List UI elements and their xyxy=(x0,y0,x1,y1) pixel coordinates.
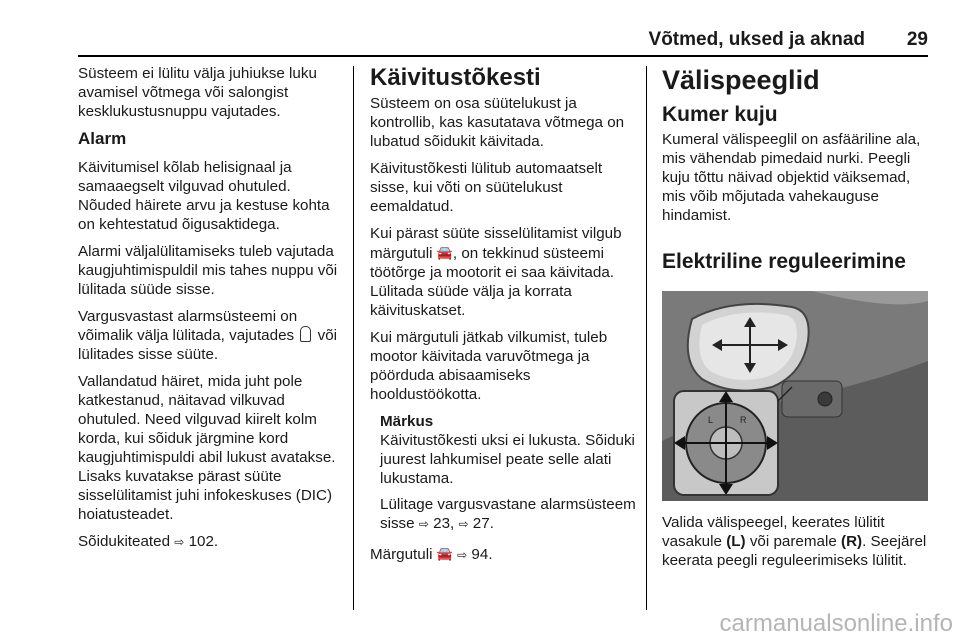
alarm-paragraph-2: Alarmi väljalülitamiseks tuleb vajutada kaugjuhtimispuldil mis tahes nuppu või lülitada süüde sisse. xyxy=(78,243,338,298)
reference-arrow-icon: ⇨ xyxy=(458,517,469,531)
page-link-102[interactable]: 102. xyxy=(188,533,219,550)
note-box xyxy=(380,412,636,534)
knob-label-right: R xyxy=(740,415,747,425)
electric-adjustment-paragraph: Valida välispeegel, keerates lülitit vasakule (L) või paremale (R). Seejärel keerata peegli reguleerimiseks lülitit. xyxy=(662,514,927,569)
cross-reference: Sõidukiteated ⇨ 102. xyxy=(78,533,219,550)
alarm-heading: Alarm xyxy=(78,129,127,148)
convex-shape-heading: Kumer kuju xyxy=(662,103,778,126)
reference-arrow-icon: ⇨ xyxy=(174,535,185,549)
immobiliser-paragraph-4: Kui märgutuli jätkab vilkumist, tuleb mootor käivitada varuvõtmega ja pöörduda abisaamiseks hooldustöökotta. xyxy=(370,329,608,403)
page-number: 29 xyxy=(906,29,928,50)
convex-shape-paragraph: Kumeral välispeeglil on asfääriline ala, mis vähendab pimedaid nurki. Peegli kuju tõttu näivad objektid väiksemad, mis võib mõjutada vahekauguse hindamist. xyxy=(662,131,921,224)
alarm-paragraph-1: Käivitumisel kõlab helisignaal ja samaaegselt vilguvad ohutuled. Nõuded häirete arvu ja kestuse kohta on kehtestatud õigusaktidega. xyxy=(78,159,330,233)
knob-label-left: L xyxy=(708,415,714,425)
electric-adjustment-heading: Elektriline reguleerimine xyxy=(662,250,906,273)
column-1 xyxy=(78,64,342,560)
page-link-27[interactable]: 27. xyxy=(472,515,494,532)
watermark: carmanualsonline.info xyxy=(719,610,953,637)
mirror-switch-illustration xyxy=(662,291,928,501)
intro-paragraph: Süsteem ei lülitu välja juhiukse luku avamisel võtmega või salongist kesklukustusnuppu vajutades. xyxy=(78,65,317,120)
column-3 xyxy=(662,64,928,578)
immobiliser-heading: Käivitustõkesti xyxy=(370,64,541,91)
key-fob-lock-icon xyxy=(300,326,311,342)
note-title: Märkus xyxy=(380,413,434,430)
column-2 xyxy=(370,64,636,573)
immobiliser-paragraph-3: Kui pärast süüte sisselülitamist vilgub märgutuli 🚘, on tekkinud süsteemi töötõrge ja mootorit ei saa käivitada. Lülitada süüde välja ja korrata käivituskatset. xyxy=(370,225,622,319)
column-divider-1 xyxy=(353,66,354,610)
alarm-paragraph-3: Vargusvastast alarmsüsteemi on võimalik välja lülitada, vajutades või lülitades sisse süüte. xyxy=(78,308,338,363)
immobiliser-warning-icon: 🚘 xyxy=(436,245,453,260)
reference-arrow-icon: ⇨ xyxy=(418,517,429,531)
page-link-23[interactable]: 23, xyxy=(433,515,455,532)
column-divider-2 xyxy=(646,66,647,610)
immobiliser-warning-icon: 🚘 xyxy=(436,546,453,561)
immobiliser-paragraph-2: Käivitustõkesti lülitub automaatselt sisse, kui võti on süütelukust eemaldatud. xyxy=(370,160,603,215)
reference-arrow-icon: ⇨ xyxy=(457,548,468,562)
header-title: Võtmed, uksed ja aknad xyxy=(648,29,865,50)
note-paragraph-1: Käivitustõkesti uksi ei lukusta. Sõiduki juurest lahkumisel peate selle alati lukustama. xyxy=(380,432,635,487)
page-link-94[interactable]: 94. xyxy=(471,546,493,563)
note-paragraph-2: Lülitage vargusvastane alarmsüsteem sisse ⇨ 23, ⇨ 27. xyxy=(380,496,636,532)
alarm-paragraph-4: Vallandatud häiret, mida juht pole katkestanud, näitavad vilkuvad ohutuled. Need vilguvad kiirelt kolm korda, kui sõiduk järgmine kord kaugjuhtimispuldi abil lukust avatakse. Lisaks kuvatakse pärast süüte sisselülitamist juhi infokeskuses (DIC) hoiatusteadet. xyxy=(78,373,336,523)
header-rule xyxy=(78,55,928,57)
indicator-reference: Märgutuli 🚘 ⇨ 94. xyxy=(370,546,493,563)
mirrors-heading: Välispeeglid xyxy=(662,65,820,95)
immobiliser-paragraph-1: Süsteem on osa süütelukust ja kontrollib, kas kasutatava võtmega on lubatud sõidukit käivitada. xyxy=(370,95,625,150)
